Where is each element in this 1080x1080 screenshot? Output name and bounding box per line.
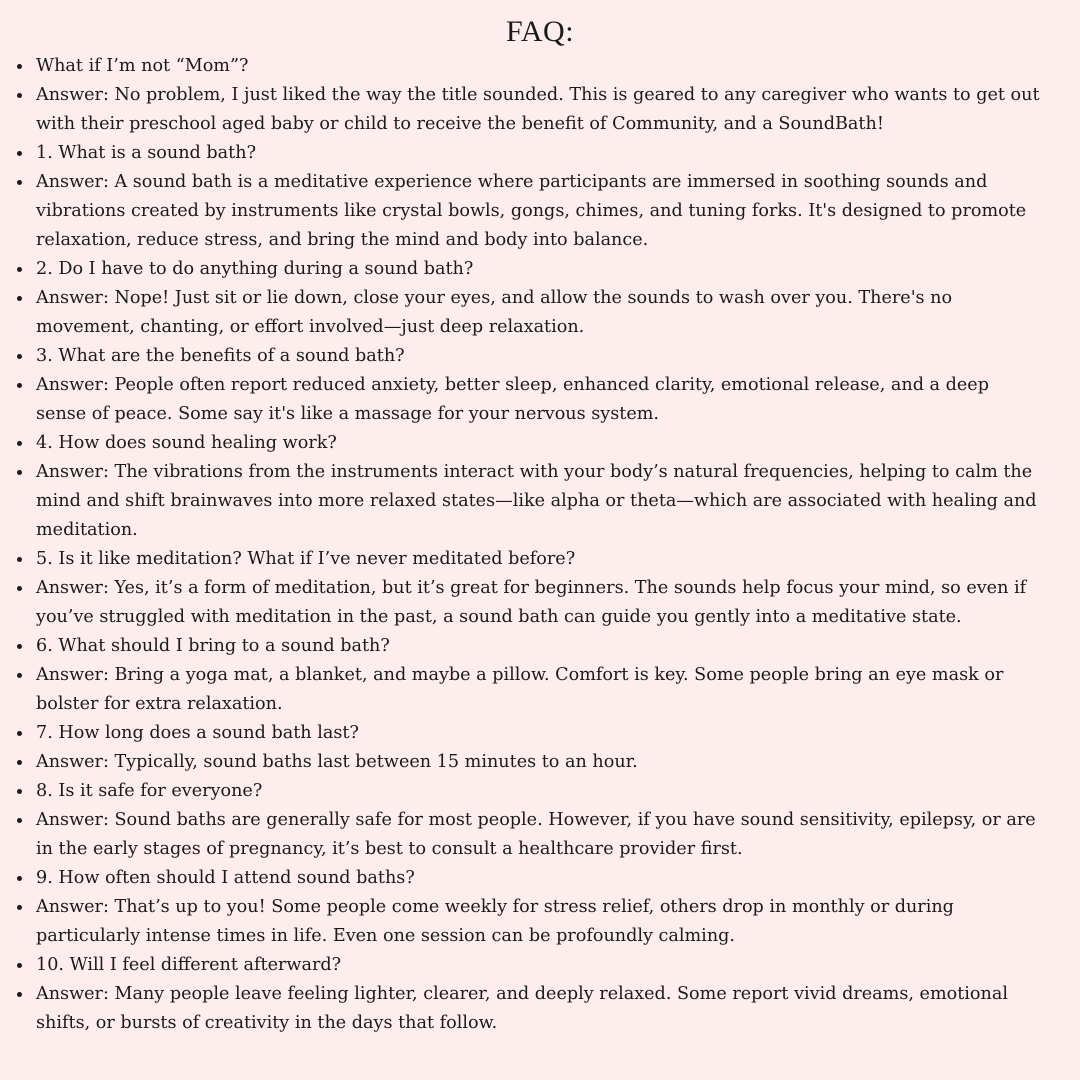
- faq-answer: Answer: The vibrations from the instruments interact with your body’s natural frequencies, helping to calm the mind and shift brainwaves into more relaxed states—like alpha or theta—which are associated with healing and meditation.: [36, 458, 1080, 545]
- page-title: FAQ:: [505, 15, 575, 48]
- faq-question: 1. What is a sound bath?: [36, 139, 1080, 168]
- faq-answer: Answer: People often report reduced anxiety, better sleep, enhanced clarity, emotional release, and a deep sense of peace. Some say it's like a massage for your nervous system.: [36, 371, 1080, 429]
- faq-question: What if I’m not “Mom”?: [36, 52, 1080, 81]
- faq-answer: Answer: Yes, it’s a form of meditation, but it’s great for beginners. The sounds help focus your mind, so even if you’ve struggled with meditation in the past, a sound bath can guide you gently into a meditative state.: [36, 574, 1080, 632]
- faq-question: 7. How long does a sound bath last?: [36, 719, 1080, 748]
- faq-answer: Answer: Bring a yoga mat, a blanket, and maybe a pillow. Comfort is key. Some people bring an eye mask or bolster for extra relaxation.: [36, 661, 1080, 719]
- faq-question: 4. How does sound healing work?: [36, 429, 1080, 458]
- faq-answer: Answer: No problem, I just liked the way the title sounded. This is geared to any caregiver who wants to get out with their preschool aged baby or child to receive the benefit of Community, and a SoundBath!: [36, 81, 1080, 139]
- faq-answer: Answer: That’s up to you! Some people come weekly for stress relief, others drop in monthly or during particularly intense times in life. Even one session can be profoundly calming.: [36, 893, 1080, 951]
- faq-question: 2. Do I have to do anything during a sound bath?: [36, 255, 1080, 284]
- faq-question: 10. Will I feel different afterward?: [36, 951, 1080, 980]
- faq-question: 8. Is it safe for everyone?: [36, 777, 1080, 806]
- faq-answer: Answer: Nope! Just sit or lie down, close your eyes, and allow the sounds to wash over you. There's no movement, chanting, or effort involved—just deep relaxation.: [36, 284, 1080, 342]
- faq-answer: Answer: A sound bath is a meditative experience where participants are immersed in soothing sounds and vibrations created by instruments like crystal bowls, gongs, chimes, and tuning forks. It's designed to promote relaxation, reduce stress, and bring the mind and body into balance.: [36, 168, 1080, 255]
- faq-question: 6. What should I bring to a sound bath?: [36, 632, 1080, 661]
- faq-answer: Answer: Typically, sound baths last between 15 minutes to an hour.: [36, 748, 1080, 777]
- faq-question: 3. What are the benefits of a sound bath?: [36, 342, 1080, 371]
- faq-question: 9. How often should I attend sound baths?: [36, 864, 1080, 893]
- faq-answer: Answer: Many people leave feeling lighter, clearer, and deeply relaxed. Some report vivid dreams, emotional shifts, or bursts of creativity in the days that follow.: [36, 980, 1080, 1038]
- faq-question: 5. Is it like meditation? What if I’ve never meditated before?: [36, 545, 1080, 574]
- faq-answer: Answer: Sound baths are generally safe for most people. However, if you have sound sensitivity, epilepsy, or are in the early stages of pregnancy, it’s best to consult a healthcare provider first.: [36, 806, 1080, 864]
- faq-list: [0, 52, 1080, 1038]
